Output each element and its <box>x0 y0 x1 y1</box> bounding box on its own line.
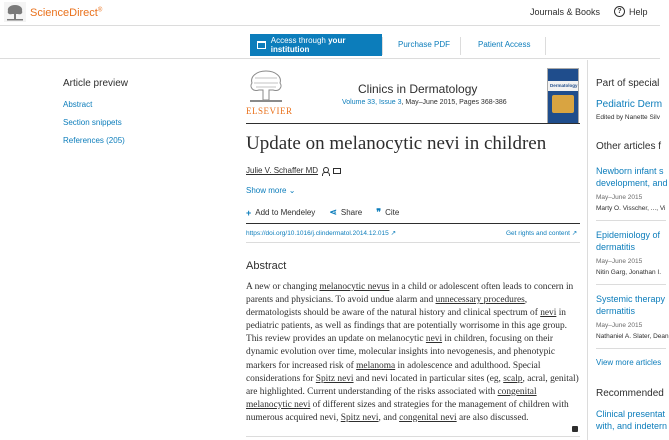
glossary-term-link[interactable]: nevi <box>540 308 557 319</box>
glossary-term-link[interactable]: congenital <box>497 386 537 397</box>
abstract-heading: Abstract <box>246 260 287 272</box>
abstract-text <box>246 281 578 425</box>
journal-cover[interactable] <box>547 68 579 124</box>
divider <box>596 220 666 221</box>
abstract-text-segment: and nevi located in particular sites (eg, <box>353 373 504 384</box>
share-label: Share <box>340 208 363 217</box>
abstract-line <box>246 399 578 412</box>
sidebar-item-section-snippets[interactable]: Section snippets <box>63 118 122 127</box>
related-article-link[interactable]: Newborn infant s development, and <box>596 166 668 188</box>
abstract-text-segment: in adolescence and adulthood. Special <box>395 360 541 371</box>
get-rights-link[interactable]: Get rights and content ↗ <box>506 230 578 237</box>
institution-icon <box>257 41 266 49</box>
elsevier-wordmark: ELSEVIER <box>246 106 293 116</box>
abstract-line <box>246 320 578 333</box>
patient-access-link[interactable]: Patient Access <box>478 40 531 49</box>
glossary-term-link[interactable]: scalp <box>503 373 523 384</box>
doi-link[interactable]: https://doi.org/10.1016/j.clindermatol.2014.12.015 ↗ <box>246 230 397 237</box>
volume-issue-link[interactable]: Volume 33, Issue 3 <box>342 99 402 106</box>
glossary-term-link[interactable]: unnecessary procedures <box>435 295 525 306</box>
elsevier-tree-logo-icon[interactable] <box>246 68 286 104</box>
abstract-line <box>246 294 578 307</box>
external-link-icon: ↗ <box>571 230 578 237</box>
access-institution-button[interactable] <box>250 34 382 56</box>
related-article-link[interactable]: Systemic therapy dermatitis <box>596 294 666 316</box>
divider <box>246 223 580 224</box>
part-of-special-heading: Part of special <box>596 78 660 89</box>
action-bar <box>0 33 660 59</box>
help-link[interactable] <box>614 6 648 17</box>
article-tools <box>246 207 399 218</box>
date-pages: , May–June 2015, Pages 368-386 <box>401 99 507 106</box>
abstract-text-segment: dermatologists should be aware of the natural history and clinical spectrum of <box>246 308 541 319</box>
related-article-authors: Nathaniel A. Slater, Dean <box>596 333 669 340</box>
external-link-icon: ↗ <box>390 230 397 237</box>
abstract-line <box>246 373 578 386</box>
journals-books-link[interactable]: Journals & Books <box>530 7 601 17</box>
glossary-term-link[interactable]: melanoma <box>356 360 396 371</box>
abstract-text-segment: parents and physicians. To avoid undue alarm and <box>246 295 436 306</box>
abstract-text-segment: , <box>524 295 528 306</box>
help-label: Help <box>629 6 648 17</box>
glossary-term-link[interactable]: congenital nevi <box>399 412 457 423</box>
sidebar-item-references[interactable]: References (205) <box>63 136 125 145</box>
abstract-line <box>246 360 578 373</box>
abstract-text-segment: A new or changing <box>246 282 320 292</box>
quote-icon: ❞ <box>376 207 382 217</box>
abstract-line <box>246 412 578 425</box>
special-issue-link[interactable]: Pediatric Derm <box>596 99 663 110</box>
purchase-pdf-link[interactable]: Purchase PDF <box>398 40 451 49</box>
divider <box>596 348 666 349</box>
sidebar-divider <box>587 60 588 440</box>
abstract-text-segment: numerous acquired nevi, <box>246 412 341 423</box>
abstract-text-segment: This review provides an update on melanocytic <box>246 334 426 345</box>
recommended-article-link[interactable]: Clinical presentat with, and indetern <box>596 409 668 431</box>
mendeley-label: Add to Mendeley <box>255 208 316 217</box>
abstract-line <box>246 346 578 359</box>
glossary-term-link[interactable]: nevi <box>425 334 443 345</box>
abstract-text-segment: pediatric patients, as well as findings that are potentially worrisome in this age group. <box>246 321 568 332</box>
abstract-text-segment: markers for increased risk of <box>246 360 357 371</box>
recommended-heading: Recommended <box>596 388 664 399</box>
journal-title-link[interactable]: Clinics in Dermatology <box>358 82 478 96</box>
edited-by: Edited by Nanette Silv <box>596 114 660 121</box>
abstract-text-segment: in children, focusing on their <box>442 334 553 345</box>
abstract-text-segment: , and <box>378 412 400 423</box>
sidebar-item-abstract[interactable]: Abstract <box>63 100 93 109</box>
brand-name[interactable]: ScienceDirect® <box>30 7 103 19</box>
show-more-button[interactable]: Show more ⌄ <box>246 186 296 195</box>
plus-icon: + <box>246 207 252 218</box>
divider <box>596 284 666 285</box>
view-more-articles-link[interactable]: View more articles <box>596 358 662 367</box>
abstract-text-segment: are highlighted. Current understanding of the risks associated with <box>246 386 498 397</box>
access-label: Access through your institution <box>270 36 346 54</box>
glossary-term-link[interactable]: melanocytic nevi <box>246 399 311 410</box>
abstract-text-segment: dynamic evolution over time, molecular insights into nevogenesis, and phenotypic <box>246 347 556 358</box>
article-preview-heading: Article preview <box>63 78 129 89</box>
journal-issue-info <box>342 99 507 106</box>
glossary-term-link[interactable]: Spitz nevi <box>315 373 354 384</box>
scroll-indicator[interactable] <box>572 426 578 432</box>
divider <box>460 37 461 55</box>
author-link[interactable]: Julie V. Schaffer MD <box>246 166 319 175</box>
cover-image <box>552 95 574 113</box>
article-title: Update on melanocytic nevi in children <box>246 133 547 154</box>
related-article-date: May–June 2015 <box>596 258 643 265</box>
abstract-line <box>246 307 578 320</box>
divider <box>246 242 580 243</box>
add-to-mendeley-button[interactable] <box>246 207 315 218</box>
abstract-text-segment: of different sizes and strategies for the management of children with <box>310 399 569 410</box>
elsevier-logo-icon[interactable] <box>4 2 26 22</box>
abstract-text-segment: considerations for <box>246 373 316 384</box>
abstract-text-segment: are also discussed. <box>456 412 529 423</box>
author-line <box>246 166 341 175</box>
top-bar <box>0 0 660 26</box>
abstract-text-segment: , acral, genital) <box>522 373 579 384</box>
cite-label: Cite <box>385 208 400 217</box>
cite-button[interactable] <box>376 207 399 218</box>
abstract-line <box>246 386 578 399</box>
divider <box>246 123 580 124</box>
share-icon: ⋖ <box>329 207 337 217</box>
divider <box>246 436 580 437</box>
abstract-line <box>246 281 578 294</box>
abstract-text-segment: in a child or adolescent often leads to concern in <box>389 282 574 292</box>
divider <box>382 37 383 55</box>
glossary-term-link[interactable]: Spitz nevi <box>340 412 379 423</box>
cover-title: Dermatology <box>550 83 578 88</box>
related-article-authors: Marty O. Visscher, ..., Vi <box>596 205 666 212</box>
related-article-date: May–June 2015 <box>596 322 643 329</box>
related-article-authors: Nitin Garg, Jonathan I. <box>596 269 662 276</box>
mail-icon[interactable] <box>333 168 341 174</box>
related-article-date: May–June 2015 <box>596 194 643 201</box>
other-articles-heading: Other articles f <box>596 141 662 152</box>
abstract-text-segment: in <box>556 308 566 319</box>
share-button[interactable] <box>329 207 362 218</box>
abstract-line <box>246 333 578 346</box>
glossary-term-link[interactable]: melanocytic nevus <box>319 282 390 292</box>
person-icon[interactable] <box>322 167 329 175</box>
help-icon: ? <box>614 6 625 17</box>
divider <box>545 37 546 55</box>
related-article-link[interactable]: Epidemiology of dermatitis <box>596 230 661 252</box>
chevron-down-icon: ⌄ <box>288 186 296 195</box>
